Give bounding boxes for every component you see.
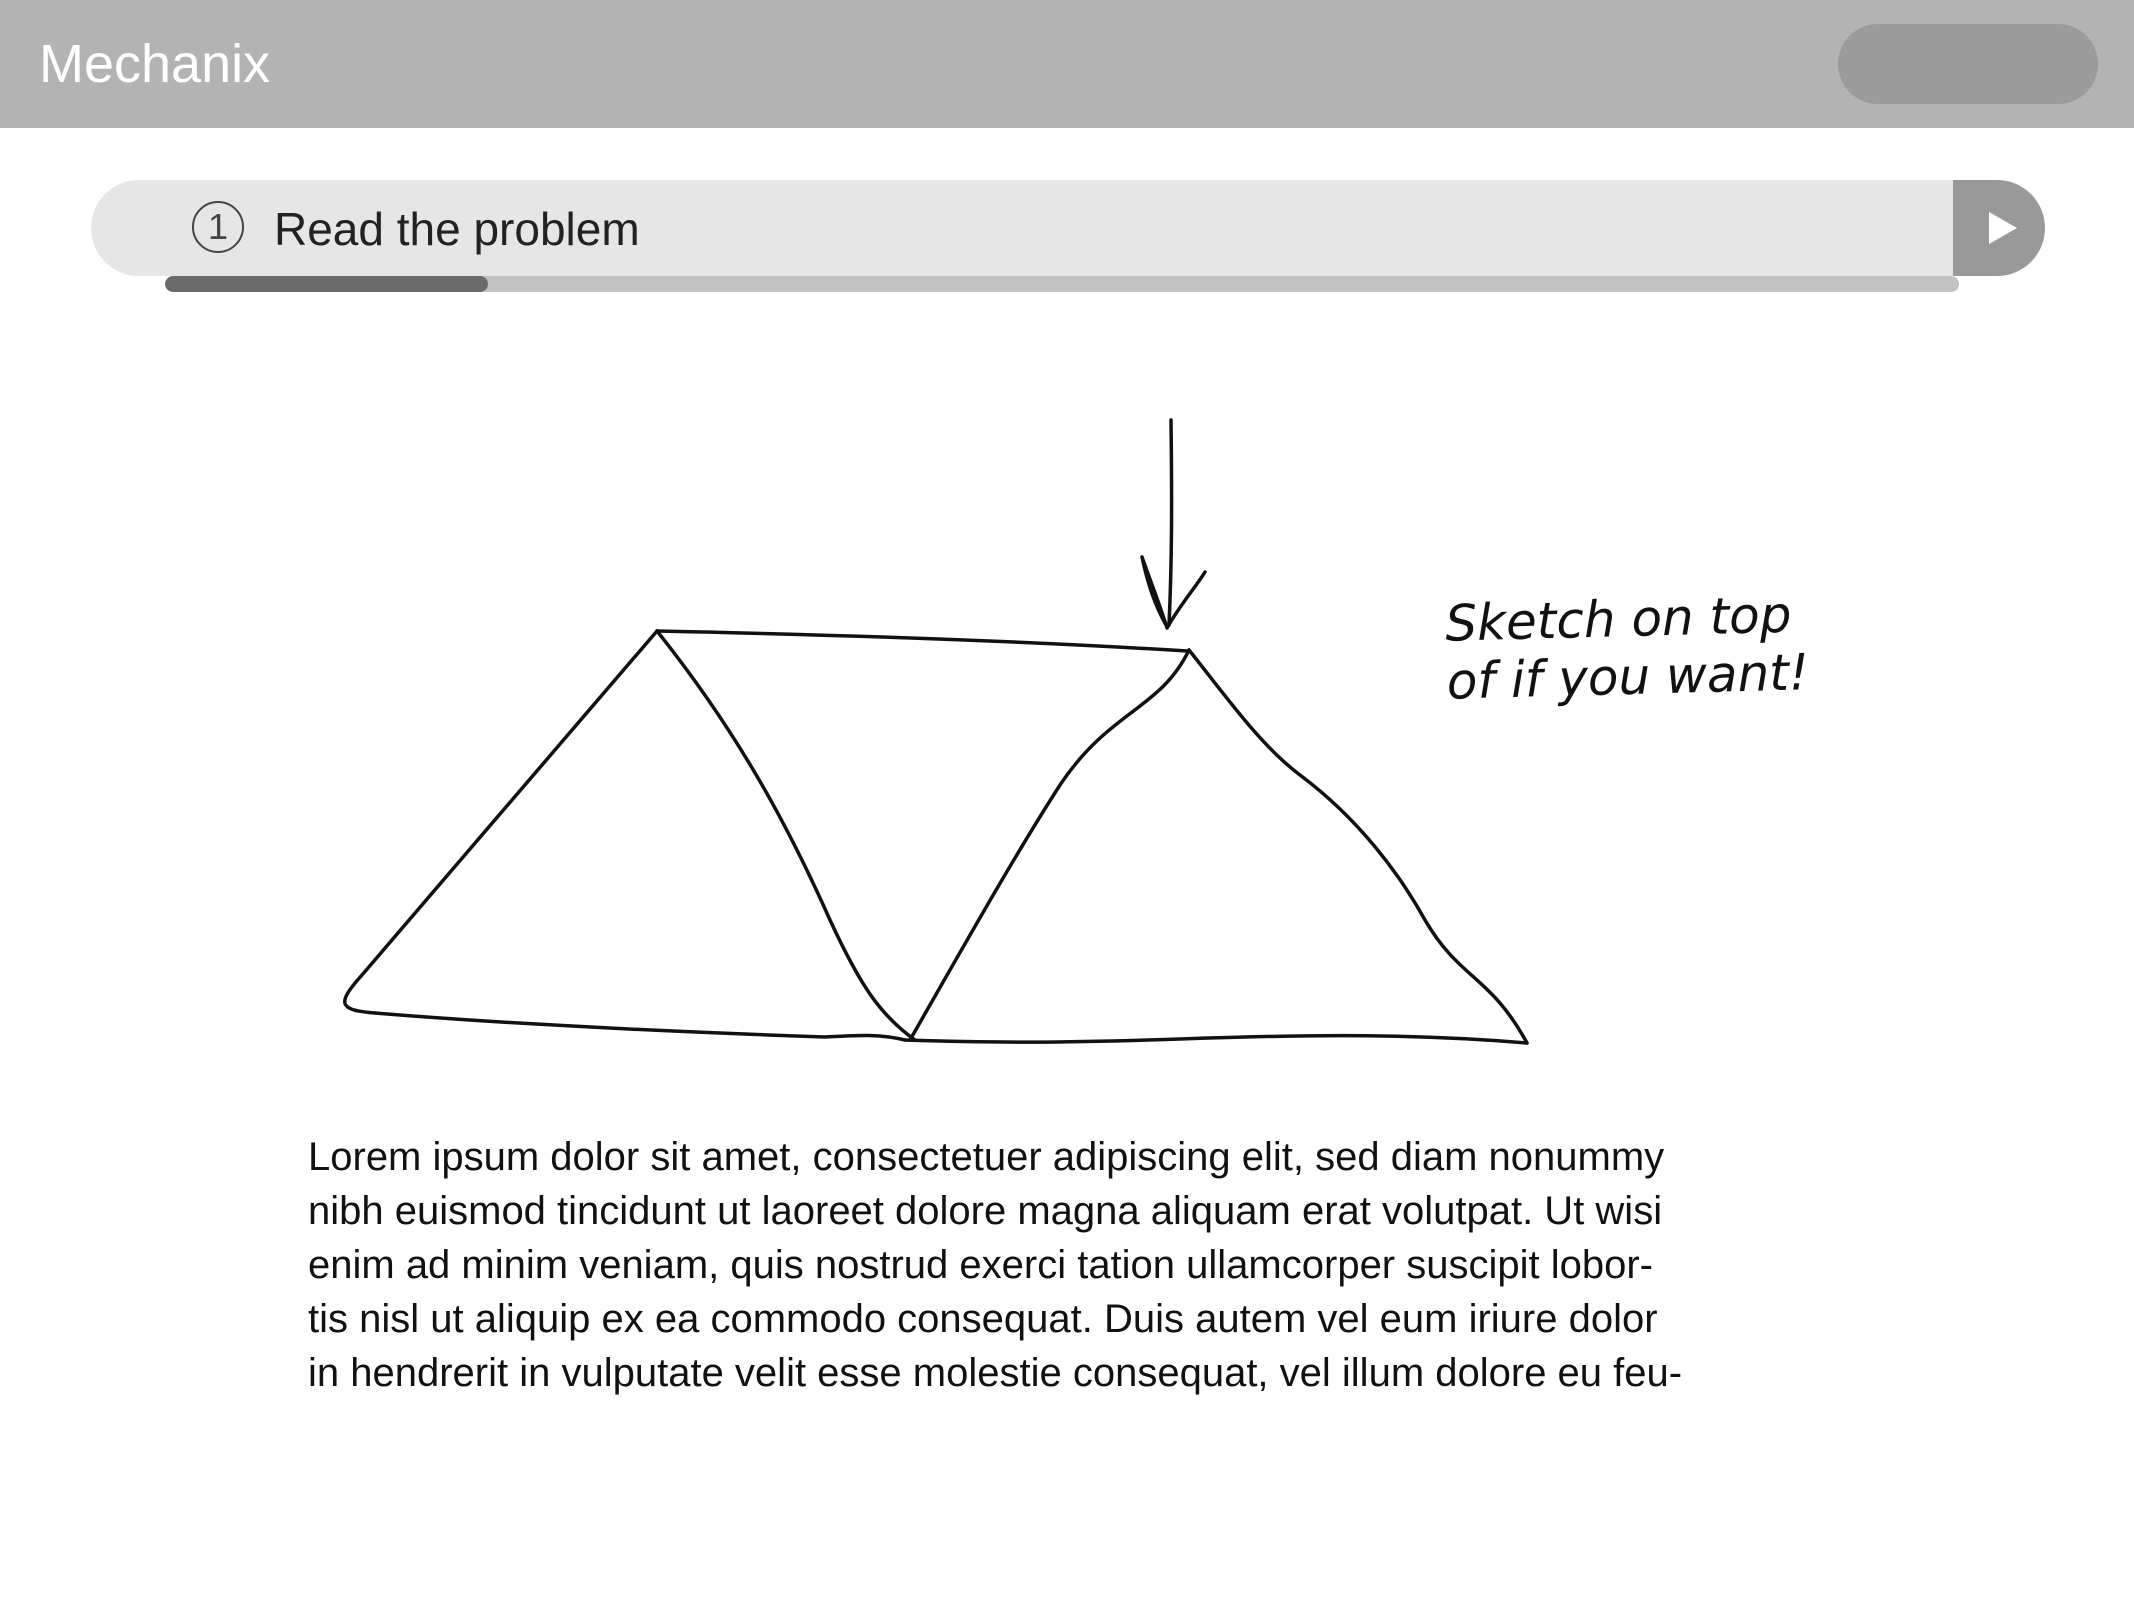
sketch-hint-note: Sketch on top of if you want!: [1444, 585, 1810, 711]
topbar-menu-button[interactable]: [1838, 24, 2098, 104]
step-title: Read the problem: [274, 203, 640, 255]
progress-bar: [165, 276, 1959, 292]
load-arrow-shaft: [1169, 420, 1172, 625]
app-title: Mechanix: [39, 34, 271, 94]
truss-member-left-diagonal: [657, 631, 915, 1040]
truss-member-right-diagonal: [910, 650, 1189, 1040]
next-step-button[interactable]: [1953, 180, 2045, 276]
top-bar: [0, 0, 2134, 128]
truss-member-left-outer: [345, 631, 905, 1040]
progress-bar-fill: [165, 276, 488, 292]
truss-member-top: [657, 631, 1187, 651]
load-arrow-head: [1142, 557, 1205, 628]
problem-statement: Lorem ipsum dolor sit amet, consectetuer adipiscing elit, sed diam nonummy nibh euismod tincidunt ut laoreet dolore magna aliquam erat volutpat. Ut wisi enim ad minim veniam, quis nostrud exerci tation ullamcorper suscipit lobor- tis nisl ut aliquip ex ea commodo consequat. Duis autem vel eum iriure dolor in hendrerit in vulputate velit esse molestie consequat, vel illum dolore eu feu-: [308, 1135, 1683, 1395]
truss-member-bottom: [905, 1036, 1527, 1043]
step-header: [91, 180, 2045, 276]
step-number-badge: 1: [192, 201, 244, 253]
play-icon: [1953, 180, 2045, 276]
